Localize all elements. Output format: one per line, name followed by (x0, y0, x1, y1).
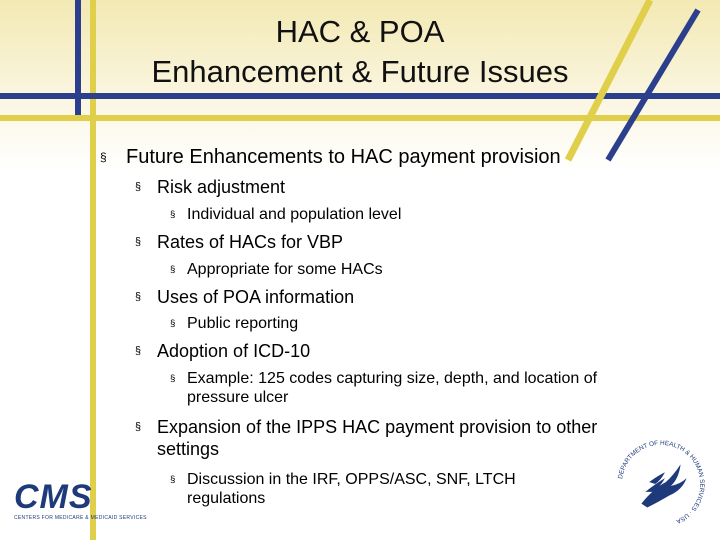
bullet-text: Individual and population level (187, 206, 402, 223)
bullet-text: Public reporting (187, 315, 299, 332)
cms-logo-subtitle: CENTERS FOR MEDICARE & MEDICAID SERVICES (14, 515, 147, 521)
bullet-text-line-1: Expansion of the IPPS HAC payment provision to other (157, 417, 598, 437)
bullet-marker: § (170, 209, 176, 220)
bullet-marker: § (170, 474, 176, 485)
bullet-future-enhancements (100, 145, 561, 169)
bullet-text-line-1: Discussion in the IRF, OPPS/ASC, SNF, LTCH (187, 471, 516, 488)
bullet-marker: § (135, 291, 142, 303)
bullet-text: Uses of POA information (157, 287, 355, 307)
bullet-marker: § (170, 373, 176, 384)
bullet-text: Future Enhancements to HAC payment provision (126, 146, 561, 168)
bullet-example-codes (170, 369, 597, 407)
bullet-risk-adjustment (135, 177, 285, 199)
hhs-seal-icon (612, 435, 710, 533)
bullet-marker: § (170, 318, 176, 329)
seal-text: DEPARTMENT OF HEALTH & HUMAN SERVICES · USA (617, 439, 706, 525)
bullet-text-line-2: pressure ulcer (187, 389, 289, 407)
bullet-individual-population (170, 205, 401, 224)
bullet-text: Rates of HACs for VBP (157, 232, 344, 252)
slide-title (0, 12, 720, 92)
bullet-text: Risk adjustment (157, 177, 286, 197)
bullet-discussion (170, 470, 516, 508)
bullet-marker: § (135, 421, 142, 433)
bullet-text: Adoption of ICD-10 (157, 341, 311, 361)
cms-logo-wordmark: CMS (14, 478, 93, 516)
bullet-text-line-1: Example: 125 codes capturing size, depth, and location of (187, 370, 598, 387)
bullet-text-line-2: settings (157, 438, 220, 459)
bullet-marker: § (135, 345, 142, 357)
bullet-marker: § (135, 236, 142, 248)
bullet-icd10 (135, 341, 310, 363)
bullet-expansion-ipps (135, 417, 597, 460)
bullet-appropriate (170, 260, 383, 279)
title-line-1: HAC & POA (275, 14, 445, 49)
cms-logo (14, 478, 147, 521)
bullet-public-reporting (170, 314, 298, 333)
bullet-text: Appropriate for some HACs (187, 261, 383, 278)
bullet-marker: § (170, 264, 176, 275)
bullet-text-line-2: regulations (187, 490, 266, 508)
bullet-marker: § (135, 181, 142, 193)
title-line-2: Enhancement & Future Issues (151, 54, 569, 89)
bullet-marker: § (100, 150, 107, 164)
bullet-uses-poa (135, 287, 354, 309)
bullet-rates-hacs (135, 232, 343, 254)
